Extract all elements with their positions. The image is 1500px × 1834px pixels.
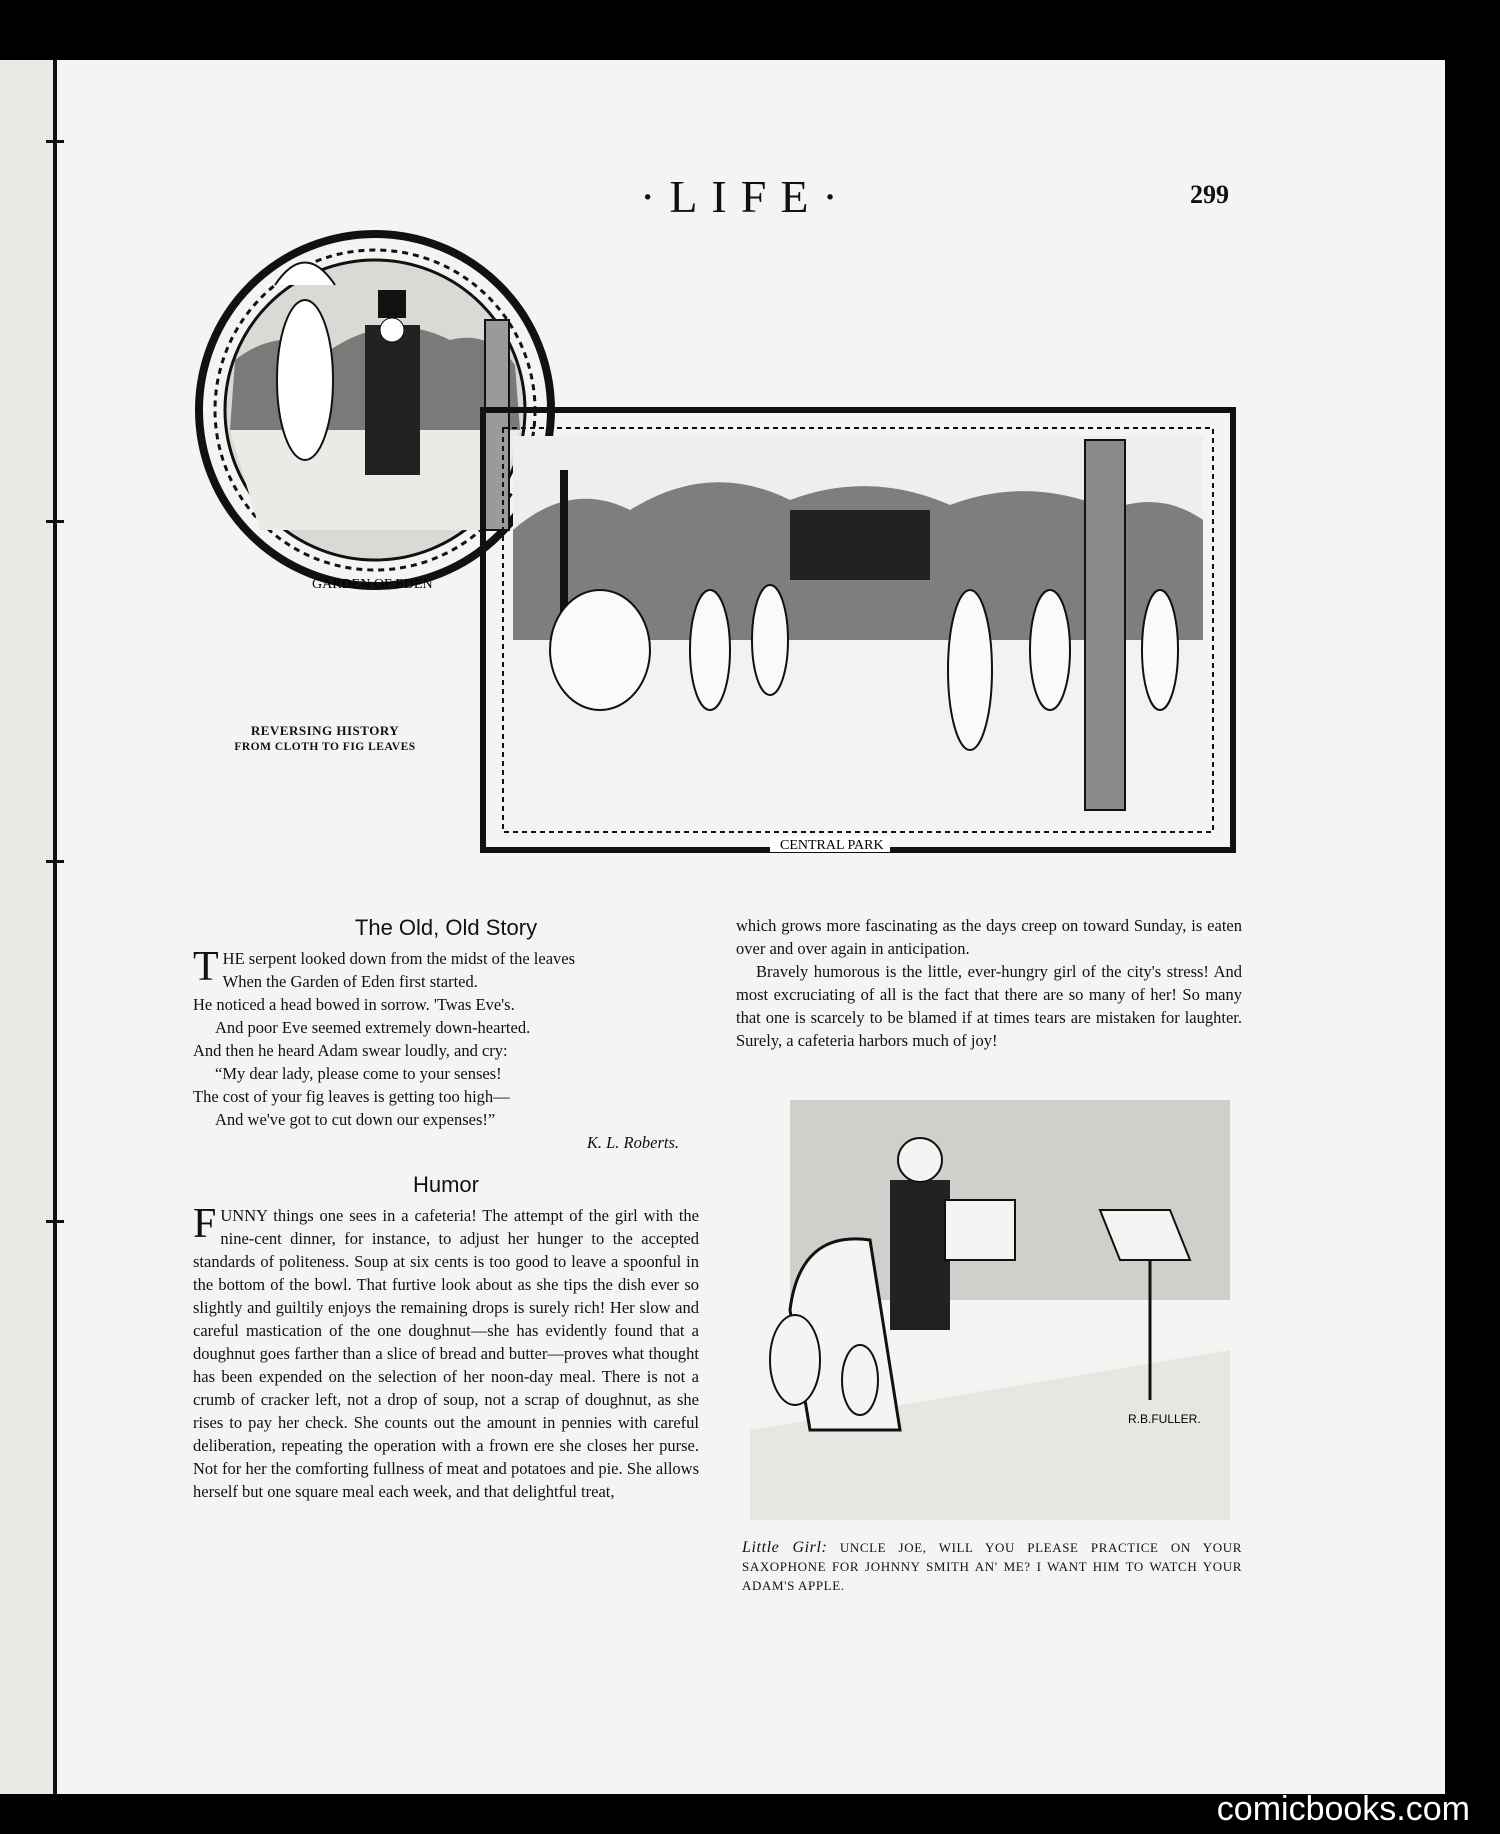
poem-line: He noticed a head bowed in sorrow. 'Twas Eve's. — [193, 995, 515, 1014]
caption-subtitle: FROM CLOTH TO FIG LEAVES — [234, 741, 416, 753]
caption-text: UNCLE JOE, WILL YOU PLEASE PRACTICE ON YOUR SAXOPHONE FOR JOHNNY SMITH AN' ME? I WANT HIM TO WATCH YOUR ADAM'S APPLE. — [742, 1540, 1243, 1593]
artist-signature: R.B.FULLER. — [1128, 1412, 1201, 1426]
poem-line: When the Garden of Eden first started. — [222, 972, 478, 991]
poem-body — [193, 944, 699, 1154]
binding-stitch — [46, 520, 64, 523]
humor-text-left: UNNY things one sees in a cafeteria! The attempt of the girl with the nine-cent dinner, for instance, to adjust her hunger to the accepted standards of politeness. Soup at six cents is too good to leave a spoonful in the bottom of the bowl. That furtive look about as she tips the dish ever so slightly and guiltily enjoys the remaining drops is surely rich! Her slow and careful mastication of the one doughnut—she has evidently found that a doughnut goes farther than a slice of bread and butter—proves what thought has been expended on the selection of her noon-day meal. There is not a crumb of cracker left, not a drop of soup, not a scrap of doughnut, as she rises to pay her check. She counts out the amount in pennies with careful deliberation, repeating the operation with a frown ere she closes her purse. Not for her the comforting fullness of meat and potatoes and pie. She allows herself but one square meal each week, and that delightful treat, — [193, 1206, 699, 1501]
binding-stitch — [46, 140, 64, 143]
binding-stitch — [46, 1220, 64, 1223]
caption-speaker: Little Girl: — [742, 1539, 828, 1556]
right-column — [736, 914, 1242, 1052]
humor-text-right-1: which grows more fascinating as the days creep on toward Sunday, is eaten over and over again in anticipation. — [736, 916, 1242, 958]
cartoon-caption — [225, 722, 425, 756]
humor-text-right-2: Bravely humorous is the little, ever-hungry girl of the city's stress! And most excruciating of all is the fact that there are so many of her! So many that one is scarcely to be blamed if at times tears are mistaken for laughter. Surely, a cafeteria harbors much of joy! — [736, 962, 1242, 1050]
poem-line: And we've got to cut down our expenses!” — [215, 1110, 496, 1129]
bottom-cartoon-caption — [742, 1538, 1242, 1595]
binding-edge — [53, 60, 57, 1794]
watermark: comicbooks.com — [1216, 1790, 1470, 1828]
poem-line: And poor Eve seemed extremely down-hearted. — [215, 1018, 531, 1037]
bottom-cartoon — [750, 1100, 1250, 1520]
poem-line: The cost of your fig leaves is getting too high— — [193, 1087, 510, 1106]
humor-title: Humor — [412, 1172, 479, 1197]
poem-line: “My dear lady, please come to your senses! — [215, 1064, 502, 1083]
humor-body-left — [193, 1201, 699, 1503]
caption-title: REVERSING HISTORY — [250, 723, 400, 738]
poem-author: K. L. Roberts. — [586, 1133, 679, 1152]
left-column — [193, 915, 699, 1503]
masthead-title: ·LIFE· — [640, 171, 852, 222]
page-number: 299 — [1190, 180, 1229, 209]
poem-title: The Old, Old Story — [354, 915, 538, 940]
top-cartoon — [190, 230, 1240, 860]
panel-label: CENTRAL PARK — [780, 838, 884, 853]
poem-dropcap: T — [193, 944, 219, 990]
medallion-label: GARDEN OF EDEN — [312, 577, 433, 592]
poem-line: And then he heard Adam swear loudly, and cry: — [193, 1041, 508, 1060]
central-park-panel — [483, 410, 1233, 852]
poem-line: HE serpent looked down from the midst of the leaves — [222, 949, 576, 968]
humor-dropcap: F — [193, 1201, 217, 1247]
binding-stitch — [46, 860, 64, 863]
page-spine — [0, 60, 55, 1794]
